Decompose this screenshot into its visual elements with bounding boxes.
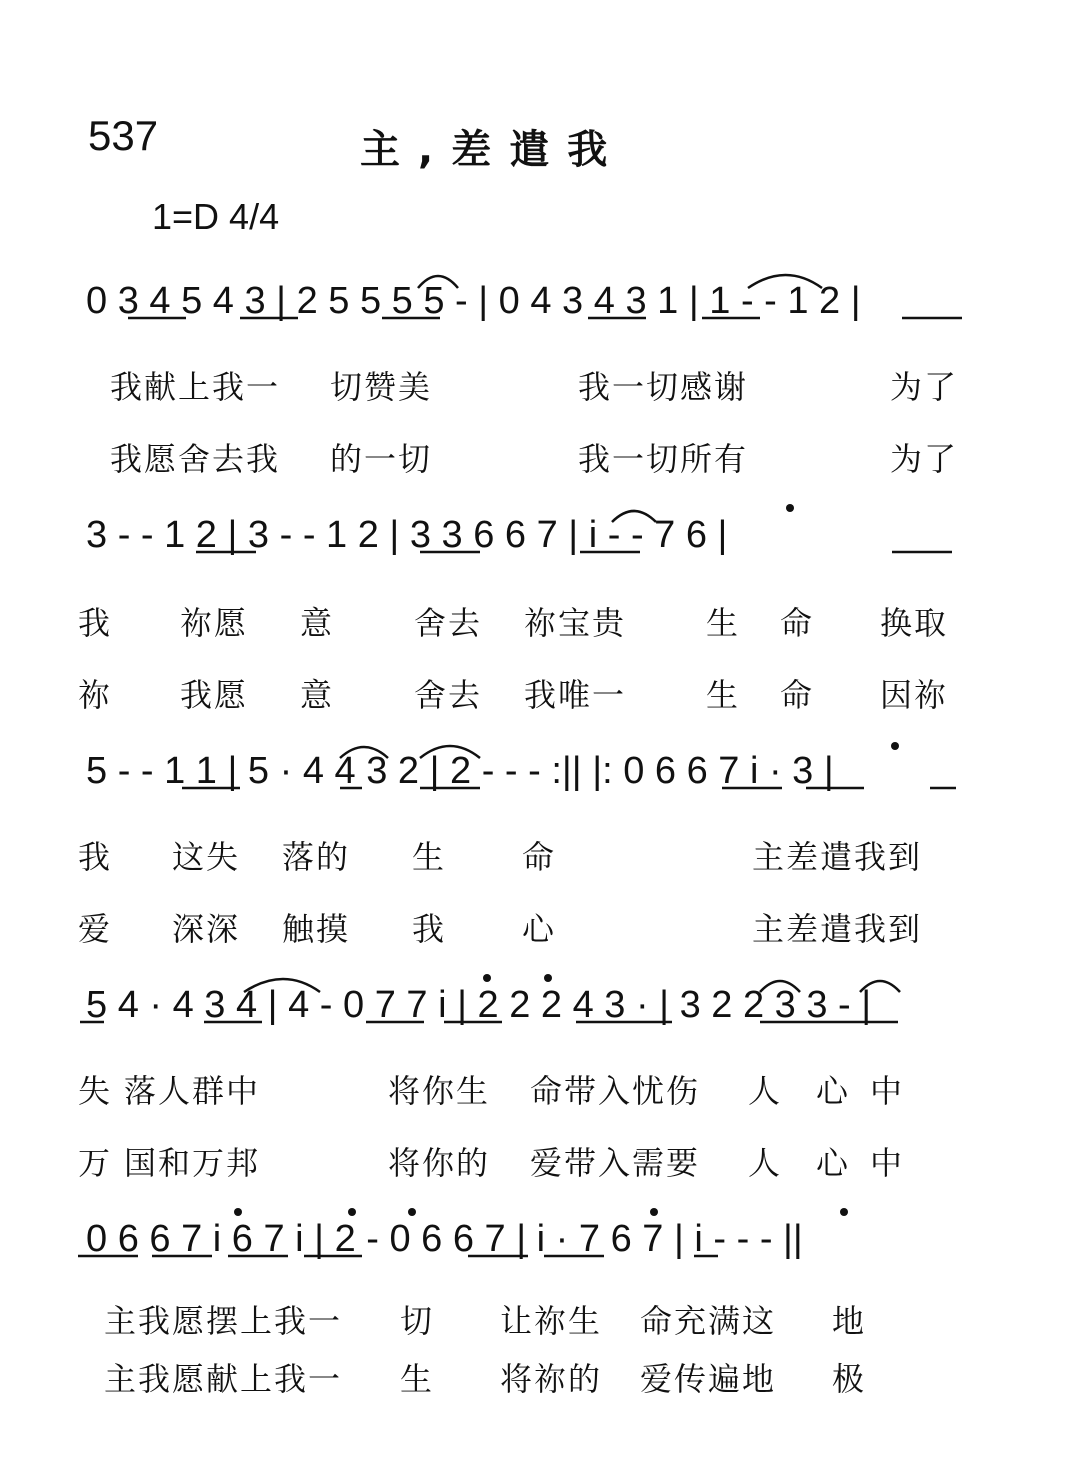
- lyric-line-2b-part8: 因祢: [880, 676, 949, 714]
- lyric-line-4a-part1: 失: [78, 1072, 113, 1110]
- lyric-line-4b-part5: 人: [748, 1144, 783, 1182]
- lyric-line-4a-part6: 心: [816, 1072, 851, 1110]
- lyric-line-3a-part5: 命: [522, 838, 557, 876]
- lyric-line-4a-part3: 将你生: [388, 1072, 491, 1110]
- lyric-line-2a-part6: 生: [706, 604, 741, 642]
- hymn-number: 537: [88, 112, 159, 159]
- lyric-line-2b-part7: 命: [780, 676, 815, 714]
- lyric-line-2b-part3: 意: [300, 676, 335, 714]
- lyric-line-1a-part3: 我一切感谢: [578, 368, 749, 406]
- lyric-line-1b-part4: 为了: [890, 440, 959, 478]
- lyric-line-4b-part6: 心: [816, 1144, 851, 1182]
- lyric-line-4b-part1: 万: [78, 1144, 113, 1182]
- lyric-line-2a-part7: 命: [780, 604, 815, 642]
- notation-line-1: 0 3 4 5 4 3 | 2 5 5 5 5 - | 0 4 3 4 3 1 | 1 - - 1 2 |: [86, 280, 861, 322]
- lyric-line-5a-part5: 地: [832, 1302, 867, 1340]
- lyric-line-5a-part1: 主我愿摆上我一: [104, 1302, 343, 1340]
- lyric-line-5b-part3: 将祢的: [500, 1360, 603, 1398]
- lyric-line-2b-part5: 我唯一: [524, 676, 627, 714]
- lyric-line-2a-part8: 换取: [880, 604, 949, 642]
- lyric-line-3b-part6: 主差遣我到: [752, 910, 923, 948]
- lyric-line-4a-part5: 人: [748, 1072, 783, 1110]
- lyric-line-4a-part4: 命带入忧伤: [530, 1072, 701, 1110]
- lyric-line-3b-part4: 我: [412, 910, 447, 948]
- lyric-line-3b-part2: 深深: [172, 910, 241, 948]
- notation-line-5: 0 6 6 7 i 6 7 i | 2 - 0 6 6 7 | i · 7 6 7 | i - - - ||: [86, 1218, 803, 1260]
- notation-line-4: 5 4 · 4 3 4 | 4 - 0 7 7 i | 2 2 2 4 3 · | 3 2 2 3 3 - |: [86, 984, 872, 1026]
- key-signature: 1=D 4/4: [152, 196, 280, 237]
- lyric-line-1b-part3: 我一切所有: [578, 440, 749, 478]
- lyric-line-2a-part1: 我: [78, 604, 113, 642]
- lyric-line-4b-part7: 中: [870, 1144, 905, 1182]
- lyric-line-2a-part3: 意: [300, 604, 335, 642]
- notation-line-2: 3 - - 1 2 | 3 - - 1 2 | 3 3 6 6 7 | i - - 7 6 |: [86, 514, 728, 556]
- lyric-line-4b-part4: 爱带入需要: [530, 1144, 701, 1182]
- lyric-line-3b-part5: 心: [522, 910, 557, 948]
- lyric-line-2a-part5: 祢宝贵: [524, 604, 627, 642]
- lyric-line-5b-part2: 生: [400, 1360, 435, 1398]
- lyric-line-2a-part4: 舍去: [414, 604, 483, 642]
- lyric-line-3b-part3: 触摸: [282, 910, 351, 948]
- lyric-line-4b-part2: 国和万邦: [124, 1144, 261, 1182]
- lyric-line-5b-part1: 主我愿献上我一: [104, 1360, 343, 1398]
- lyric-line-1a-part1: 我献上我一: [110, 368, 281, 406]
- lyric-line-1a-part2: 切赞美: [330, 368, 433, 406]
- lyric-line-3a-part3: 落的: [282, 838, 351, 876]
- lyric-line-5a-part3: 让祢生: [500, 1302, 603, 1340]
- lyric-line-4a-part2: 落人群中: [124, 1072, 261, 1110]
- lyric-line-5b-part5: 极: [832, 1360, 867, 1398]
- lyric-line-4a-part7: 中: [870, 1072, 905, 1110]
- lyric-line-1b-part2: 的一切: [330, 440, 433, 478]
- lyric-line-2a-part2: 祢愿: [180, 604, 249, 642]
- hymn-title: 主,差遣我: [360, 127, 626, 173]
- lyric-line-4b-part3: 将你的: [388, 1144, 491, 1182]
- lyric-line-3b-part1: 爱: [78, 910, 113, 948]
- lyric-line-1b-part1: 我愿舍去我: [110, 440, 281, 478]
- lyric-line-2b-part2: 我愿: [180, 676, 249, 714]
- lyric-line-5a-part2: 切: [400, 1302, 435, 1340]
- lyric-line-3a-part1: 我: [78, 838, 113, 876]
- notation-line-3: 5 - - 1 1 | 5 · 4 4 3 2 | 2 - - - :|| |: 0 6 6 7 i · 3 |: [86, 750, 834, 792]
- lyric-line-1a-part4: 为了: [890, 368, 959, 406]
- lyric-line-3a-part6: 主差遣我到: [752, 838, 923, 876]
- lyric-line-5b-part4: 爱传遍地: [640, 1360, 777, 1398]
- lyric-line-5a-part4: 命充满这: [640, 1302, 777, 1340]
- lyric-line-3a-part2: 这失: [172, 838, 241, 876]
- lyric-line-3a-part4: 生: [412, 838, 447, 876]
- lyric-line-2b-part4: 舍去: [414, 676, 483, 714]
- lyric-line-2b-part6: 生: [706, 676, 741, 714]
- lyric-line-2b-part1: 祢: [78, 676, 113, 714]
